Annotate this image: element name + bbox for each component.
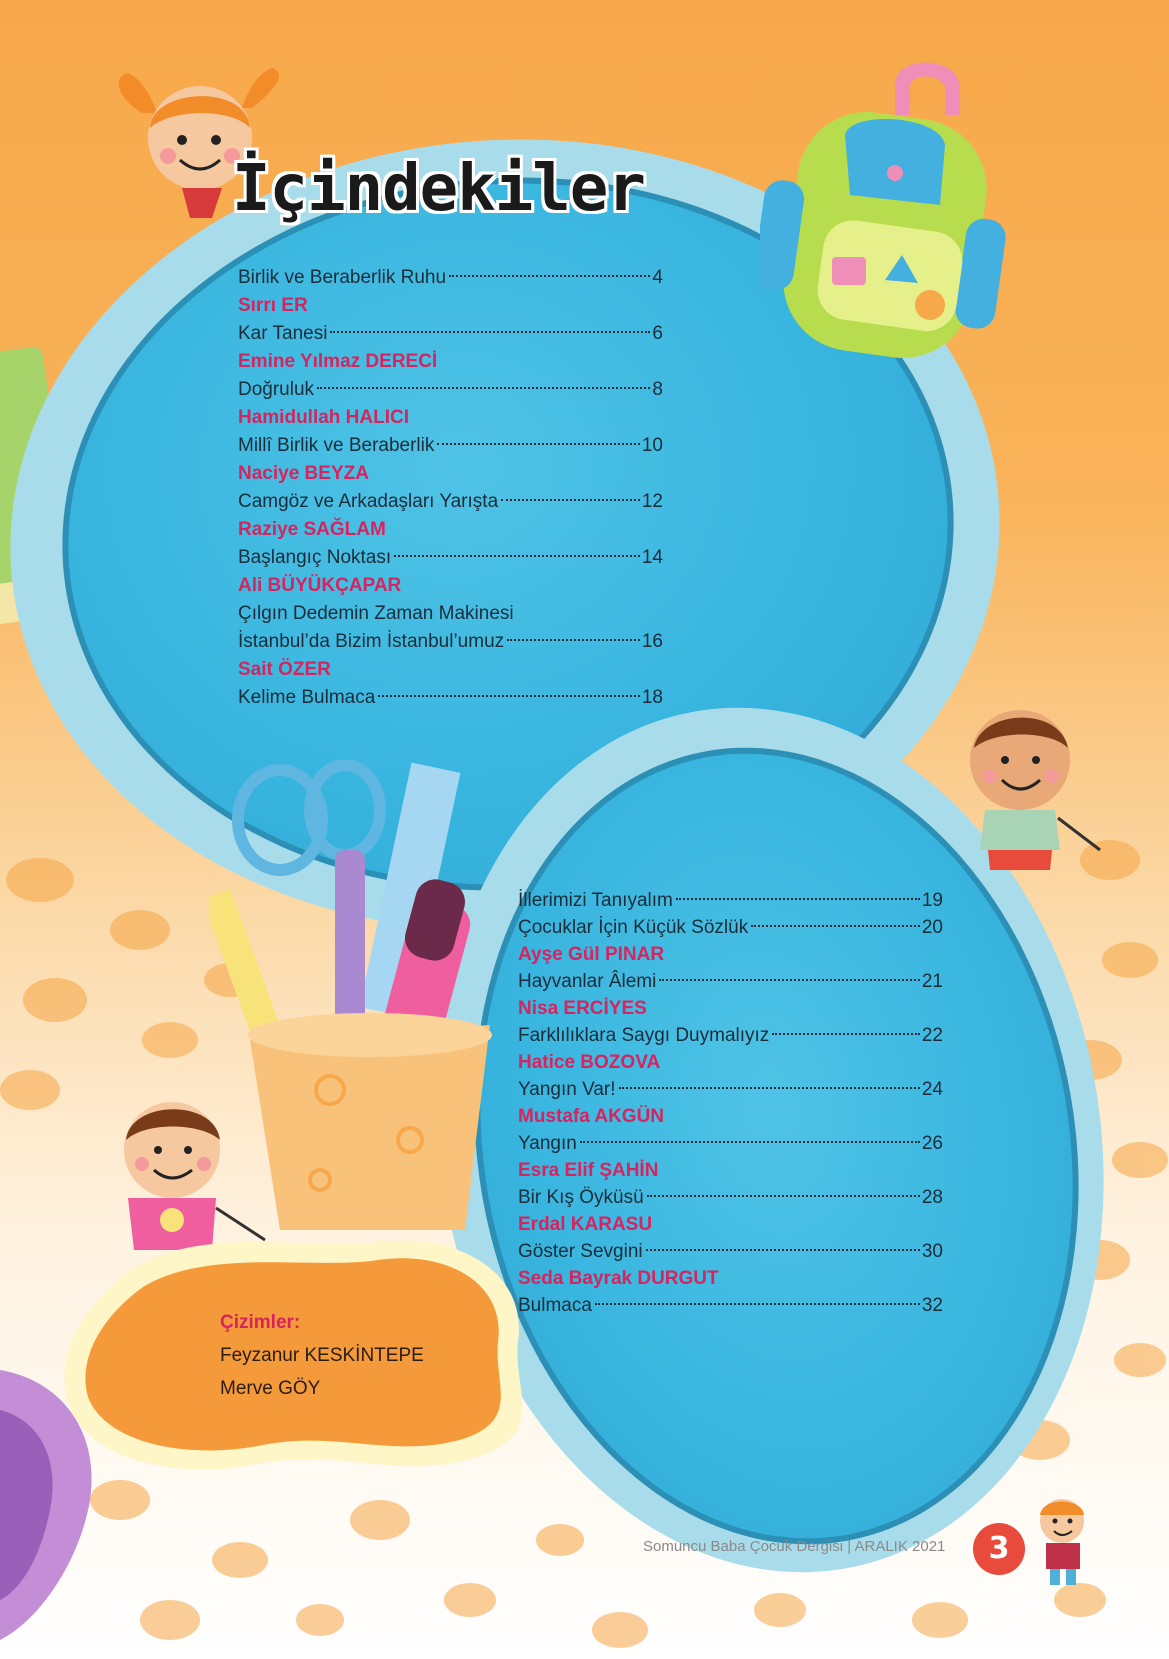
toc-entry xyxy=(518,968,943,995)
dot-leader xyxy=(647,1195,920,1197)
toc-entry xyxy=(518,1238,943,1265)
toc-author: Seda Bayrak DURGUT xyxy=(518,1268,719,1289)
toc-page-number: 30 xyxy=(921,1241,943,1262)
toc-author: Hamidullah HALICI xyxy=(238,407,410,428)
toc-entry-title: Hayvanlar Âlemi xyxy=(518,971,657,992)
toc-right xyxy=(518,887,943,1319)
toc-entry-title: İllerimizi Tanıyalım xyxy=(518,890,673,911)
toc-entry-title: Kar Tanesi xyxy=(238,323,328,344)
toc-entry-title: Yangın xyxy=(518,1133,577,1154)
toc-page-number: 12 xyxy=(641,491,663,512)
toc-author: Hatice BOZOVA xyxy=(518,1052,661,1073)
toc-page-number: 20 xyxy=(921,917,943,938)
toc-entry xyxy=(518,1292,943,1319)
toc-author: Raziye SAĞLAM xyxy=(238,519,386,540)
toc-page-number: 6 xyxy=(652,323,663,344)
dot-leader xyxy=(378,695,640,697)
toc-page-number: 24 xyxy=(921,1079,943,1100)
dot-leader xyxy=(580,1141,920,1143)
toc-page-number: 18 xyxy=(641,687,663,708)
toc-author: Erdal KARASU xyxy=(518,1214,653,1235)
toc-entry-title: Millî Birlik ve Beraberlik xyxy=(238,435,435,456)
toc-page-number: 32 xyxy=(921,1295,943,1316)
toc-page-number: 19 xyxy=(921,890,943,911)
page-title: İçindekiler xyxy=(232,152,645,226)
toc-author: Emine Yılmaz DERECİ xyxy=(238,351,438,372)
toc-author: Nisa ERCİYES xyxy=(518,998,647,1019)
dot-leader xyxy=(501,499,640,501)
toc-entry xyxy=(518,914,943,941)
dot-leader xyxy=(595,1303,920,1305)
toc-entry xyxy=(518,887,943,914)
toc-entry-title: Birlik ve Beraberlik Ruhu xyxy=(238,267,447,288)
dot-leader xyxy=(507,639,640,641)
dot-leader xyxy=(676,898,920,900)
dot-leader xyxy=(619,1087,920,1089)
toc-author: Mustafa AKGÜN xyxy=(518,1106,665,1127)
toc-entry xyxy=(518,1022,943,1049)
toc-author: Naciye BEYZA xyxy=(238,463,369,484)
dot-leader xyxy=(772,1033,920,1035)
boy-illustration-right xyxy=(960,700,1120,920)
toc-author: Sırrı ER xyxy=(238,295,308,316)
footer-text: Somuncu Baba Çocuk Dergisi | ARALIK 2021 xyxy=(643,1538,946,1555)
toc-entry-title: Kelime Bulmaca xyxy=(238,687,376,708)
toc-entry xyxy=(238,432,663,460)
dot-leader xyxy=(330,331,650,333)
toc-entry-title: Yangın Var! xyxy=(518,1079,616,1100)
toc-entry-title: Bir Kış Öyküsü xyxy=(518,1187,644,1208)
toc-entry xyxy=(238,628,663,656)
toc-entry-title: Başlangıç Noktası xyxy=(238,547,392,568)
dot-leader xyxy=(751,925,920,927)
toc-entry xyxy=(518,1130,943,1157)
dot-leader xyxy=(659,979,920,981)
toc-entry xyxy=(238,376,663,404)
toc-entry-title: Bulmaca xyxy=(518,1295,592,1316)
toc-author: Ayşe Gül PINAR xyxy=(518,944,665,965)
toc-entry xyxy=(238,264,663,292)
toc-entry-title: Doğruluk xyxy=(238,379,315,400)
small-boy-illustration xyxy=(1030,1493,1100,1593)
toc-entry xyxy=(238,488,663,516)
toc-entry-title: Göster Sevgini xyxy=(518,1241,643,1262)
toc-entry xyxy=(518,1076,943,1103)
toc-entry xyxy=(238,684,663,712)
dot-leader xyxy=(394,555,640,557)
dot-leader xyxy=(437,443,639,445)
toc-page-number: 4 xyxy=(652,267,663,288)
toc-author: Ali BÜYÜKÇAPAR xyxy=(238,575,402,596)
credits-label: Çizimler: xyxy=(220,1312,301,1333)
toc-page-number: 22 xyxy=(921,1025,943,1046)
dot-leader xyxy=(449,275,650,277)
toc-entry xyxy=(238,320,663,348)
toc-page-number: 14 xyxy=(641,547,663,568)
illustration-credits xyxy=(220,1306,424,1405)
backpack-illustration xyxy=(760,55,1020,375)
toc-page-number: 26 xyxy=(921,1133,943,1154)
credit-name: Merve GÖY xyxy=(220,1378,321,1399)
toc-entry xyxy=(238,544,663,572)
toc-entry-title: Camgöz ve Arkadaşları Yarışta xyxy=(238,491,499,512)
credit-name: Feyzanur KESKİNTEPE xyxy=(220,1345,424,1366)
toc-entry-title: Çocuklar İçin Küçük Sözlük xyxy=(518,917,749,938)
toc-entry xyxy=(518,1184,943,1211)
toc-page-number: 8 xyxy=(652,379,663,400)
toc-page-number: 16 xyxy=(641,631,663,652)
toc-page-number: 28 xyxy=(921,1187,943,1208)
page-number-badge: 3 xyxy=(973,1523,1025,1575)
toc-page-number: 21 xyxy=(921,971,943,992)
toc-left xyxy=(238,264,663,712)
toc-author: Esra Elif ŞAHİN xyxy=(518,1160,659,1181)
dot-leader xyxy=(646,1249,920,1251)
toc-page-number: 10 xyxy=(641,435,663,456)
toc-entry-title: Farklılıklara Saygı Duymalıyız xyxy=(518,1025,770,1046)
toc-author: Sait ÖZER xyxy=(238,659,331,680)
toc-entry-title: İstanbul’da Bizim İstanbul’umuz xyxy=(238,631,505,652)
dot-leader xyxy=(317,387,650,389)
toc-entry-title: Çılgın Dedemin Zaman Makinesi xyxy=(238,603,514,624)
